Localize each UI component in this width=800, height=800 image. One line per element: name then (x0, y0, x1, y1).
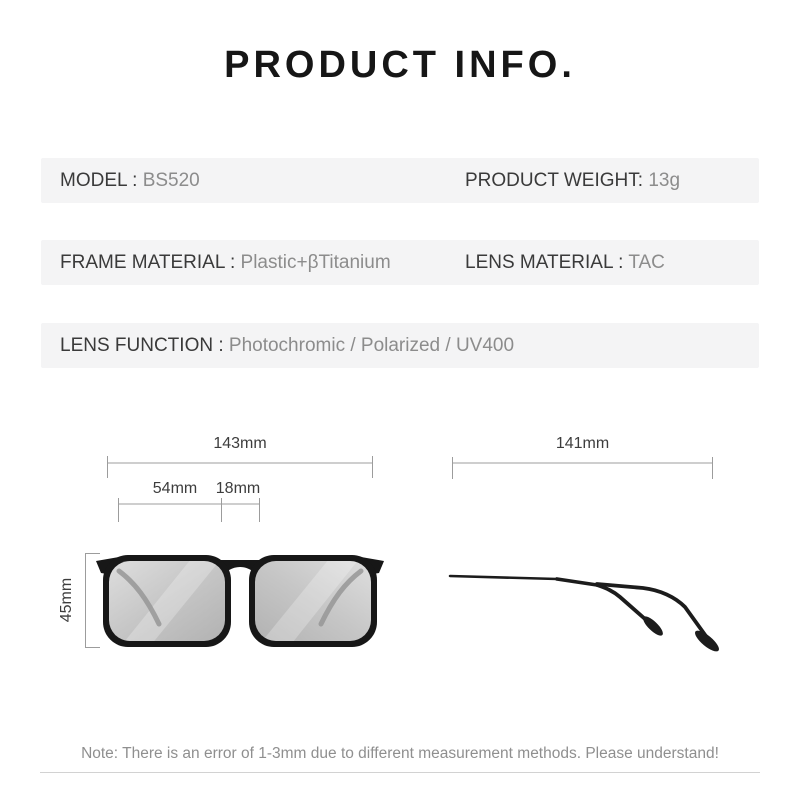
spec-label-model: MODEL : (60, 169, 138, 191)
spec-value-frame-material: Plastic+βTitanium (240, 251, 391, 273)
page-title: PRODUCT INFO. (224, 44, 576, 86)
dimension-label-bridge-width: 18mm (215, 480, 261, 497)
spec-cell-lens-material (465, 252, 665, 274)
dimension-label-temple-length: 141mm (555, 435, 610, 452)
spec-label-frame-material: FRAME MATERIAL : (60, 251, 236, 273)
temple-arms-side-image (440, 555, 720, 655)
dimension-label-lens-width: 54mm (152, 480, 198, 497)
spec-cell-lens-function (60, 335, 514, 357)
spec-label-lens-function: LENS FUNCTION : (60, 334, 224, 356)
note-text: Note: There is an error of 1-3mm due to different measurement methods. Please understand! (81, 745, 719, 762)
spec-row-lens-function (41, 323, 759, 368)
spec-label-weight: PRODUCT WEIGHT: (465, 169, 644, 191)
spec-label-lens-material: LENS MATERIAL : (465, 251, 624, 273)
spec-row-model-weight (41, 158, 759, 203)
bottom-divider (40, 772, 760, 773)
spec-value-lens-function: Photochromic / Polarized / UV400 (228, 334, 515, 356)
dimension-label-lens-height: 45mm (58, 577, 75, 623)
dimension-label-total-width: 143mm (213, 435, 267, 452)
sunglasses-front-image (95, 545, 385, 655)
spec-cell-frame-material (60, 252, 391, 274)
spec-cell-model (60, 170, 200, 192)
spec-row-materials (41, 240, 759, 285)
spec-value-model: BS520 (142, 169, 200, 191)
spec-value-weight: 13g (648, 169, 681, 191)
spec-value-lens-material: TAC (628, 251, 665, 273)
spec-cell-weight (465, 170, 680, 192)
